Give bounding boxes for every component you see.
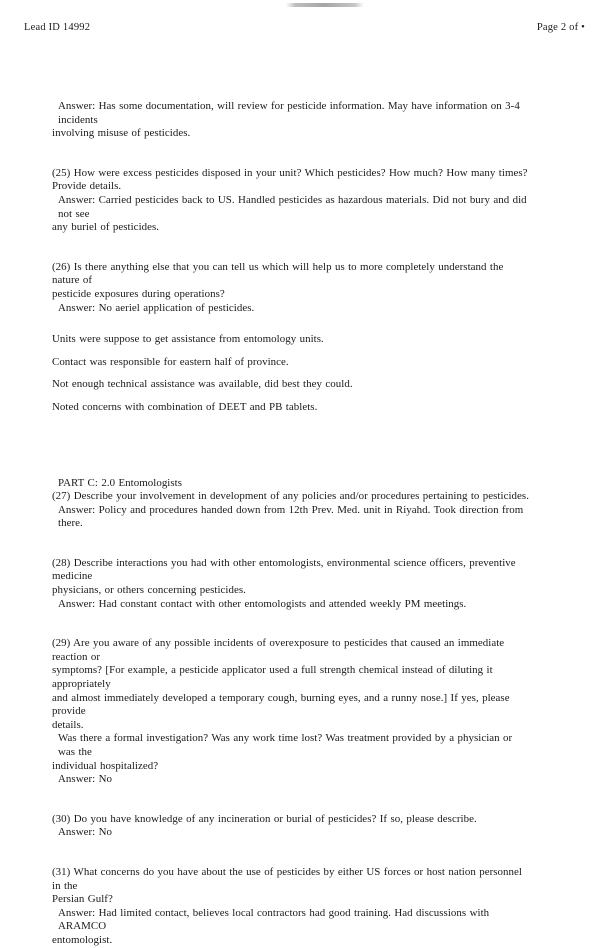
note-line-4: Noted concerns with combination of DEET and PB tablets. — [52, 400, 318, 413]
document-body — [52, 100, 530, 948]
question-26-line-2: pesticide exposures during operations? — [52, 287, 225, 300]
answer-25-line-1: Answer: Carried pesticides back to US. Handled pesticides as hazardous materials. Did not bury and did not see — [58, 193, 527, 220]
answer-28-line-1: Answer: Had constant contact with other entomologists and attended weekly PM meetings. — [58, 597, 467, 610]
part-c-heading: PART C: 2.0 Entomologists — [58, 476, 183, 489]
spacer — [52, 840, 530, 866]
question-30-block — [52, 813, 530, 840]
notes-block — [52, 333, 530, 414]
scan-artifact — [286, 3, 364, 7]
answer-29-line-1: Answer: No — [58, 773, 113, 786]
question-29-line-4: details. — [52, 718, 84, 731]
lead-id-label: Lead ID 14992 — [24, 22, 91, 33]
spacer — [52, 611, 530, 637]
note-line-2: Contact was responsible for eastern half of province. — [52, 355, 289, 368]
answer-31-line-2: entomologist. — [52, 933, 113, 946]
note-line-3: Not enough technical assistance was available, did best they could. — [52, 378, 353, 391]
spacer — [52, 235, 530, 261]
question-31-line-2: Persian Gulf? — [52, 893, 113, 906]
question-29-line-1: (29) Are you aware of any possible incidents of overexposure to pesticides that caused an immediate reaction or — [52, 637, 505, 663]
question-29-line-5: Was there a formal investigation? Was any work time lost? Was treatment provided by a physician or was the — [58, 732, 513, 758]
answer-25-line-2: any buriel of pesticides. — [52, 221, 160, 234]
answer-27-line-1: Answer: Policy and procedures handed down from 12th Prev. Med. unit in Riyahd. Took direction from there. — [58, 503, 524, 530]
part-c-block — [52, 477, 530, 531]
question-29-line-2: symptoms? [For example, a pesticide applicator used a full strength chemical instead of diluting it appropriately — [52, 664, 493, 691]
answer-24-line-1: Answer: Has some documentation, will review for pesticide information. May have information on 3-4 incidents — [58, 100, 520, 126]
answer-30-line-1: Answer: No — [58, 826, 113, 839]
question-27-line-1: (27) Describe your involvement in development of any policies and/or procedures pertaining to pesticides. — [52, 490, 529, 503]
answer-31-line-1: Answer: Had limited contact, believes local contractors had good training. Had discussions with ARAMCO — [58, 906, 490, 933]
question-25-block — [52, 167, 530, 235]
question-31-block — [52, 866, 530, 948]
question-25-line-1: (25) How were excess pesticides disposed in your unit? Which pesticides? How much? How many times? — [52, 166, 528, 179]
question-25-line-2: Provide details. — [52, 180, 122, 193]
spacer — [52, 531, 530, 557]
page-header — [0, 22, 611, 40]
answer-24-block — [52, 100, 530, 141]
question-29-line-3: and almost immediately developed a temporary cough, burning eyes, and a runny nose.] If yes, please provide — [52, 691, 510, 718]
spacer — [52, 141, 530, 167]
spacer — [52, 415, 530, 477]
note-line-1: Units were suppose to get assistance from entomology units. — [52, 333, 324, 346]
question-31-line-1: (31) What concerns do you have about the use of pesticides by either US forces or host nation personnel in the — [52, 865, 523, 892]
question-29-line-6: individual hospitalized? — [52, 759, 159, 772]
question-26-line-1: (26) Is there anything else that you can tell us which will help us to more completely understand the nature of — [52, 260, 504, 287]
spacer — [52, 347, 530, 356]
question-29-block — [52, 637, 530, 787]
spacer — [52, 392, 530, 401]
question-30-line-1: (30) Do you have knowledge of any incineration or burial of pesticides? If so, please describe. — [52, 812, 477, 825]
page-number-label: Page 2 of • — [536, 22, 585, 33]
question-28-block — [52, 557, 530, 611]
answer-26-line-1: Answer: No aeriel application of pesticides. — [58, 301, 255, 314]
spacer — [52, 315, 530, 333]
spacer — [52, 369, 530, 378]
answer-24-line-2: involving misuse of pesticides. — [52, 127, 191, 140]
question-28-line-1: (28) Describe interactions you had with other entomologists, environmental science officers, preventive medicine — [52, 556, 516, 583]
question-28-line-2: physicians, or others concerning pesticides. — [52, 584, 246, 597]
spacer — [52, 787, 530, 813]
question-26-block — [52, 261, 530, 315]
